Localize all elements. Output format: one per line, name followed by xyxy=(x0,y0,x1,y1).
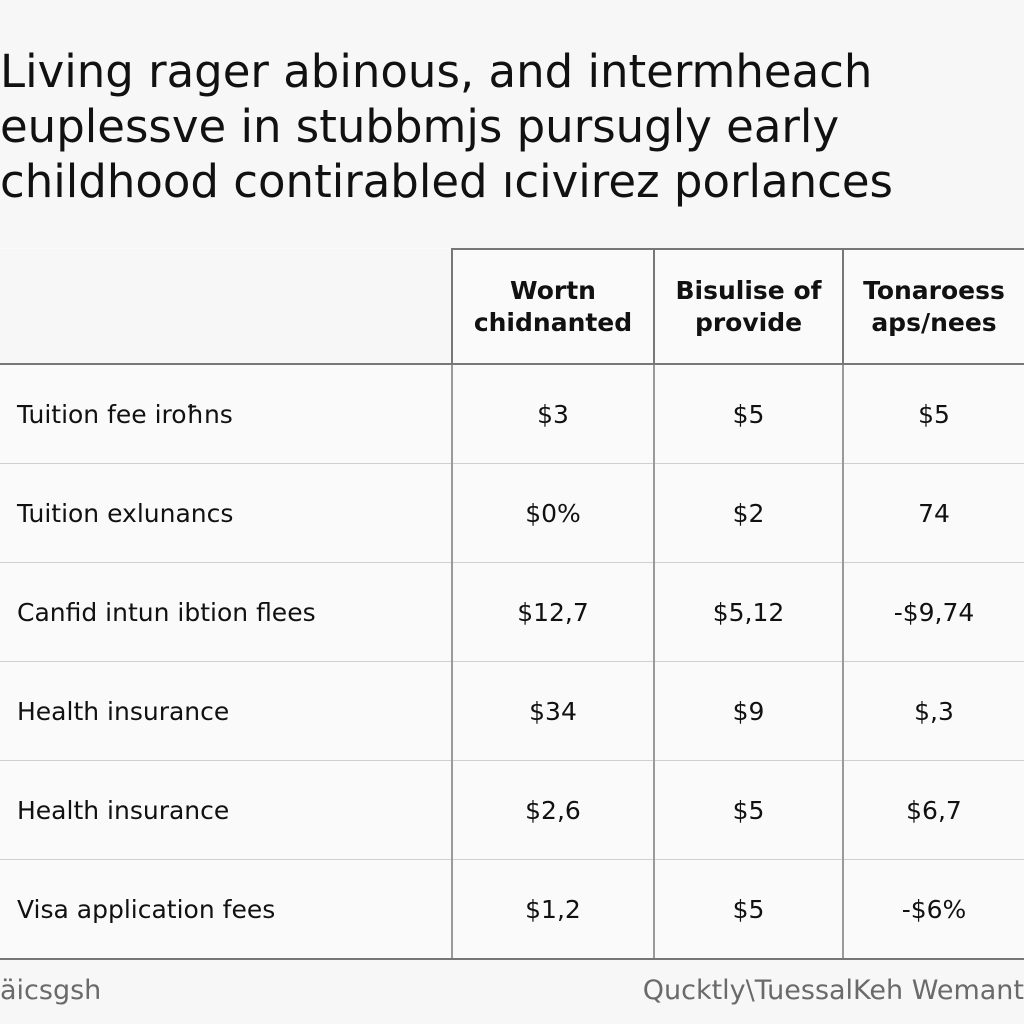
table-cell: $2,6 xyxy=(452,761,654,860)
table-cell: $3 xyxy=(452,364,654,464)
table-cell: $34 xyxy=(452,662,654,761)
table-cell: -$6% xyxy=(843,860,1024,960)
table-row xyxy=(0,761,1024,860)
footer-right-text: Qucktly\TuessalKeh Wemant xyxy=(642,975,1024,1006)
table-cell: $1,2 xyxy=(452,860,654,960)
table-cell: $9 xyxy=(654,662,843,761)
page-title xyxy=(0,44,1024,209)
title-line-1: Living rager abinous, and intermheach xyxy=(0,45,873,98)
row-label: Tuition fee iroħns xyxy=(0,364,452,464)
table-row xyxy=(0,563,1024,662)
row-label: Visa application fees xyxy=(0,860,452,960)
row-label: Canfid intun ibtion flees xyxy=(0,563,452,662)
column-header: Wortn chidnanted xyxy=(452,249,654,364)
title-line-3: childhood contirabled ıcivirez porlances xyxy=(0,155,893,208)
table-cell: $5 xyxy=(843,364,1024,464)
row-label: Tuition exlunancs xyxy=(0,464,452,563)
table-cell: $6,7 xyxy=(843,761,1024,860)
row-label: Health insurance xyxy=(0,662,452,761)
table-cell: $12,7 xyxy=(452,563,654,662)
table-cell: 74 xyxy=(843,464,1024,563)
fee-comparison-table xyxy=(0,248,1024,960)
table-row xyxy=(0,860,1024,960)
table-row xyxy=(0,464,1024,563)
column-header: Tonaroess aps/nees xyxy=(843,249,1024,364)
title-line-2: euplessve in stubbmjs pursugly early xyxy=(0,100,840,153)
table-cell: $0% xyxy=(452,464,654,563)
footer-left-text: äicsgsh xyxy=(0,975,102,1006)
table-cell: $2 xyxy=(654,464,843,563)
table-cell: $5 xyxy=(654,860,843,960)
table-cell: $5 xyxy=(654,364,843,464)
column-header: Bisulise of provide xyxy=(654,249,843,364)
table-corner-cell xyxy=(0,249,452,364)
table-cell: $5,12 xyxy=(654,563,843,662)
table-cell: $5 xyxy=(654,761,843,860)
table-header-row xyxy=(0,249,1024,364)
table-row xyxy=(0,662,1024,761)
table-cell: $,3 xyxy=(843,662,1024,761)
table-row xyxy=(0,364,1024,464)
row-label: Health insurance xyxy=(0,761,452,860)
table-cell: -$9,74 xyxy=(843,563,1024,662)
